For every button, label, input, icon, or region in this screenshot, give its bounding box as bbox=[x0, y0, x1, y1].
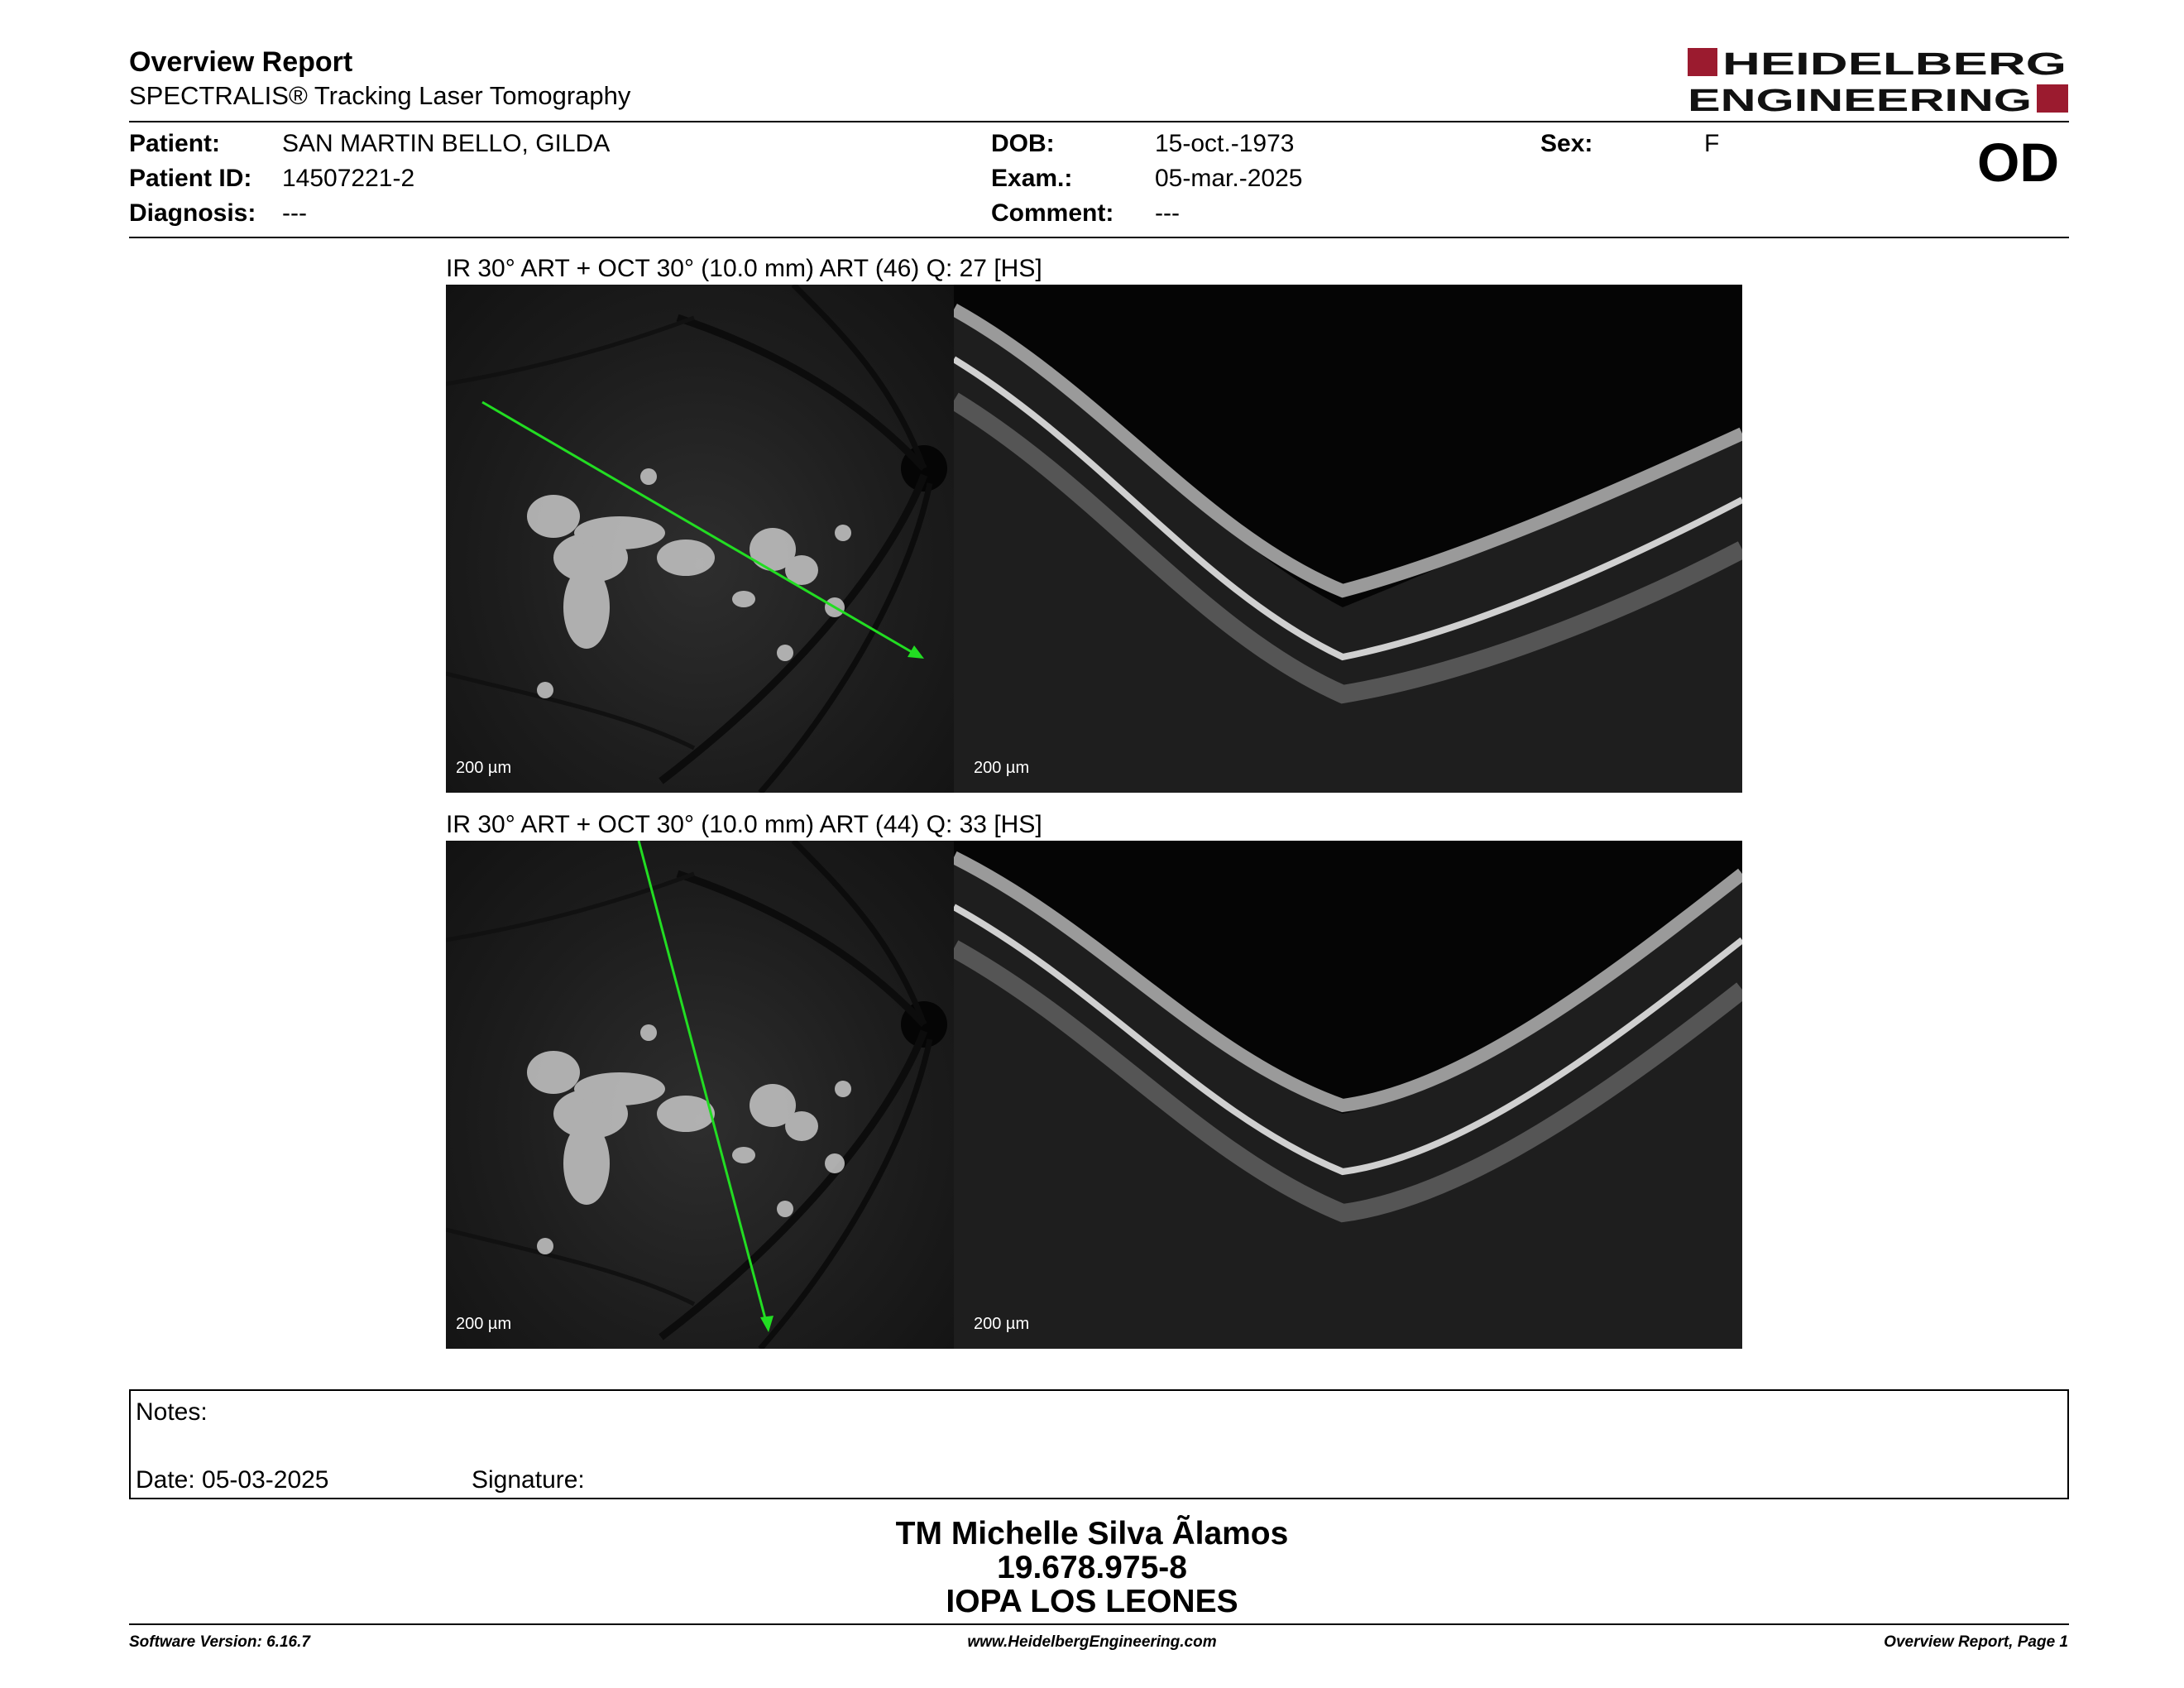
dob-value: 15-oct.-1973 bbox=[1155, 130, 1295, 157]
signature-label: Signature: bbox=[472, 1466, 585, 1494]
patient-id: 14507221-2 bbox=[282, 165, 415, 192]
sex-label: Sex: bbox=[1540, 130, 1593, 157]
ir-scale-bar-1: 200 µm bbox=[456, 759, 512, 777]
exam-label: Exam.: bbox=[991, 165, 1073, 192]
ir-scale-bar-2: 200 µm bbox=[456, 1315, 512, 1333]
date-label: Date: 05-03-2025 bbox=[136, 1466, 329, 1494]
signer-id: 19.678.975-8 bbox=[997, 1550, 1187, 1585]
dob-label: DOB: bbox=[991, 130, 1055, 157]
patient-label: Patient: bbox=[129, 130, 221, 157]
patient-id-label: Patient ID: bbox=[129, 165, 252, 192]
eye-indicator: OD bbox=[1977, 132, 2059, 193]
website-link[interactable]: www.HeidelbergEngineering.com bbox=[967, 1633, 1217, 1651]
ir-fundus-image-1 bbox=[446, 285, 954, 793]
scan-position-arrow-2 bbox=[446, 841, 954, 1349]
heidelberg-logo bbox=[1688, 46, 2068, 116]
sex-value: F bbox=[1704, 130, 1720, 157]
oct-bscan-image-2 bbox=[954, 841, 1742, 1349]
retina-layers-1 bbox=[954, 285, 1742, 793]
diagnosis-label: Diagnosis: bbox=[129, 199, 256, 227]
oct-scale-bar-2: 200 µm bbox=[974, 1315, 1030, 1333]
notes-label: Notes: bbox=[136, 1398, 208, 1426]
header-divider bbox=[129, 121, 2069, 122]
comment-value: --- bbox=[1155, 199, 1180, 227]
report-subtitle: SPECTRALIS® Tracking Laser Tomography bbox=[129, 81, 631, 110]
scan-caption-1: IR 30° ART + OCT 30° (10.0 mm) ART (46) Q: 27 [HS] bbox=[446, 255, 1042, 282]
patient-name: SAN MARTIN BELLO, GILDA bbox=[282, 130, 611, 157]
scan-caption-2: IR 30° ART + OCT 30° (10.0 mm) ART (44) Q: 33 [HS] bbox=[446, 811, 1042, 838]
logo-line-2: ENGINEERING bbox=[1688, 84, 2032, 116]
notes-box bbox=[129, 1389, 2069, 1499]
signer-institution: IOPA LOS LEONES bbox=[946, 1584, 1238, 1619]
footer-divider bbox=[129, 1623, 2069, 1625]
signer-name: TM Michelle Silva Ãlamos bbox=[895, 1516, 1289, 1551]
patient-divider bbox=[129, 237, 2069, 238]
ir-fundus-image-2 bbox=[446, 841, 954, 1349]
scan-position-arrow-1 bbox=[446, 285, 954, 793]
comment-label: Comment: bbox=[991, 199, 1114, 227]
report-title: Overview Report bbox=[129, 46, 353, 78]
retina-layers-2 bbox=[954, 841, 1742, 1349]
exam-date: 05-mar.-2025 bbox=[1155, 165, 1303, 192]
page-indicator: Overview Report, Page 1 bbox=[1884, 1633, 2068, 1651]
oct-bscan-image-1 bbox=[954, 285, 1742, 793]
logo-line-1: HEIDELBERG bbox=[1722, 47, 2067, 82]
oct-scale-bar-1: 200 µm bbox=[974, 759, 1030, 777]
software-version: Software Version: 6.16.7 bbox=[129, 1633, 310, 1651]
diagnosis-value: --- bbox=[282, 199, 307, 227]
